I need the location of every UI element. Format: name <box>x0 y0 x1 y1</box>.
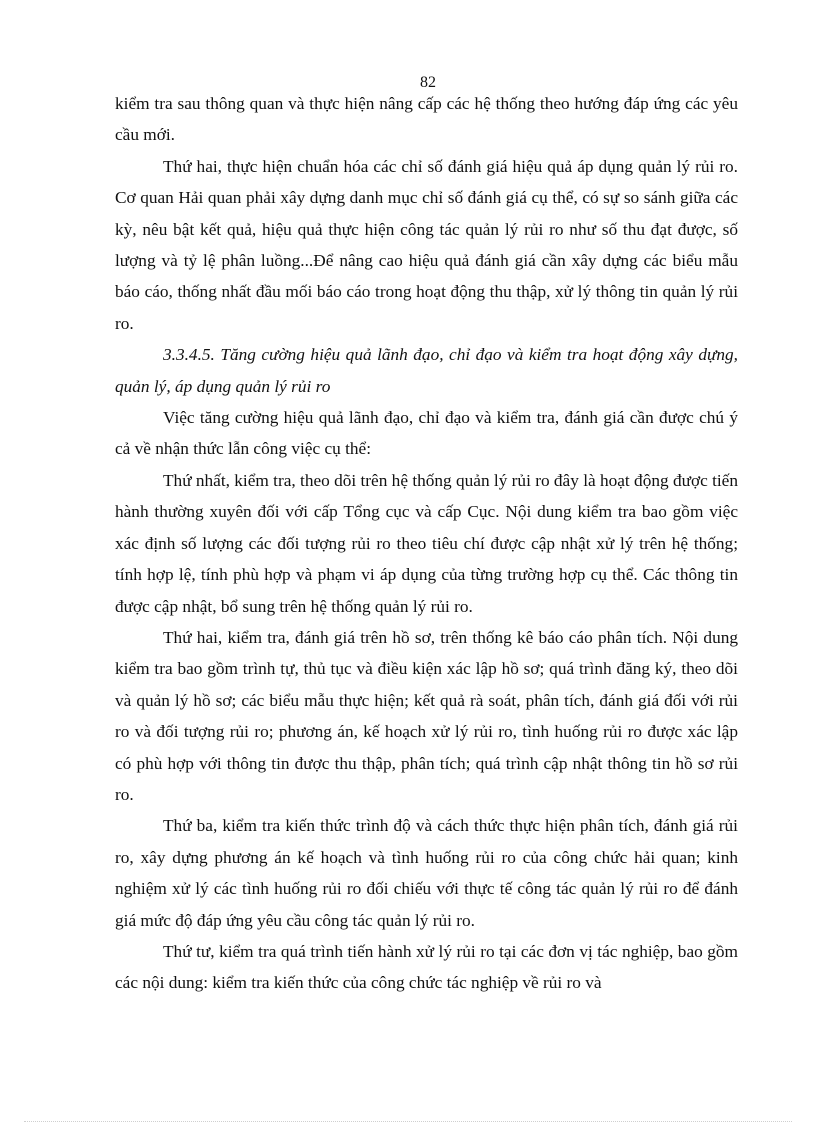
paragraph-thu-hai-kiem-tra: Thứ hai, kiểm tra, đánh giá trên hồ sơ, trên thống kê báo cáo phân tích. Nội dung kiểm tra bao gồm trình tự, thủ tục và điều kiện xác lập hồ sơ; quá trình đăng ký, theo dõi và quản lý hồ sơ; các biểu mẫu thực hiện; kết quả rà soát, phân tích, đánh giá đối với rủi ro và đối tượng rủi ro; phương án, kế hoạch xử lý rủi ro, tình huống rủi ro được xác lập có phù hợp với thông tin được thu thập, phân tích; quá trình cập nhật thông tin hồ sơ rủi ro. <box>115 627 738 804</box>
paragraph-intro: Việc tăng cường hiệu quả lãnh đạo, chỉ đạo và kiểm tra, đánh giá cần được chú ý cả về nhận thức lẫn công việc cụ thể: <box>115 408 738 459</box>
paragraph-continuation: kiểm tra sau thông quan và thực hiện nâng cấp các hệ thống theo hướng đáp ứng các yêu cầu mới. <box>115 94 738 145</box>
section-heading-3-3-4-5: 3.3.4.5. Tăng cường hiệu quả lãnh đạo, chỉ đạo và kiểm tra hoạt động xây dựng, quản lý, áp dụng quản lý rủi ro <box>115 345 738 396</box>
document-body <box>115 88 738 999</box>
paragraph-thu-hai-chuan-hoa: Thứ hai, thực hiện chuẩn hóa các chỉ số đánh giá hiệu quả áp dụng quản lý rủi ro. Cơ quan Hải quan phải xây dựng danh mục chỉ số đánh giá cụ thể, có sự so sánh giữa các kỳ, nêu bật kết quả, hiệu quả thực hiện công tác quản lý rủi ro như số thu đạt được, số lượng và tỷ lệ phân luồng...Để nâng cao hiệu quả đánh giá cần xây dựng các biểu mẫu báo cáo, thống nhất đầu mối báo cáo trong hoạt động thu thập, xử lý thông tin quản lý rủi ro. <box>115 156 738 333</box>
page-bottom-divider <box>24 1121 792 1122</box>
paragraph-thu-nhat: Thứ nhất, kiểm tra, theo dõi trên hệ thống quản lý rủi ro đây là hoạt động được tiến hành thường xuyên đối với cấp Tổng cục và cấp Cục. Nội dung kiểm tra bao gồm việc xác định số lượng các đối tượng rủi ro theo tiêu chí được cập nhật xử lý trên hệ thống; tính hợp lệ, tính phù hợp và phạm vi áp dụng của từng trường hợp cụ thể. Các thông tin được cập nhật, bổ sung trên hệ thống quản lý rủi ro. <box>115 470 738 616</box>
page-number: 82 <box>420 74 436 91</box>
paragraph-thu-tu: Thứ tư, kiểm tra quá trình tiến hành xử lý rủi ro tại các đơn vị tác nghiệp, bao gồm các nội dung: kiểm tra kiến thức của công chức tác nghiệp về rủi ro và <box>115 941 738 993</box>
paragraph-thu-ba: Thứ ba, kiểm tra kiến thức trình độ và cách thức thực hiện phân tích, đánh giá rủi ro, xây dựng phương án kế hoạch và tình huống rủi ro của công chức hải quan; kinh nghiệm xử lý các tình huống rủi ro đối chiếu với thực tế công tác quản lý rủi ro để đánh giá mức độ đáp ứng yêu cầu công tác quản lý rủi ro. <box>115 816 738 930</box>
